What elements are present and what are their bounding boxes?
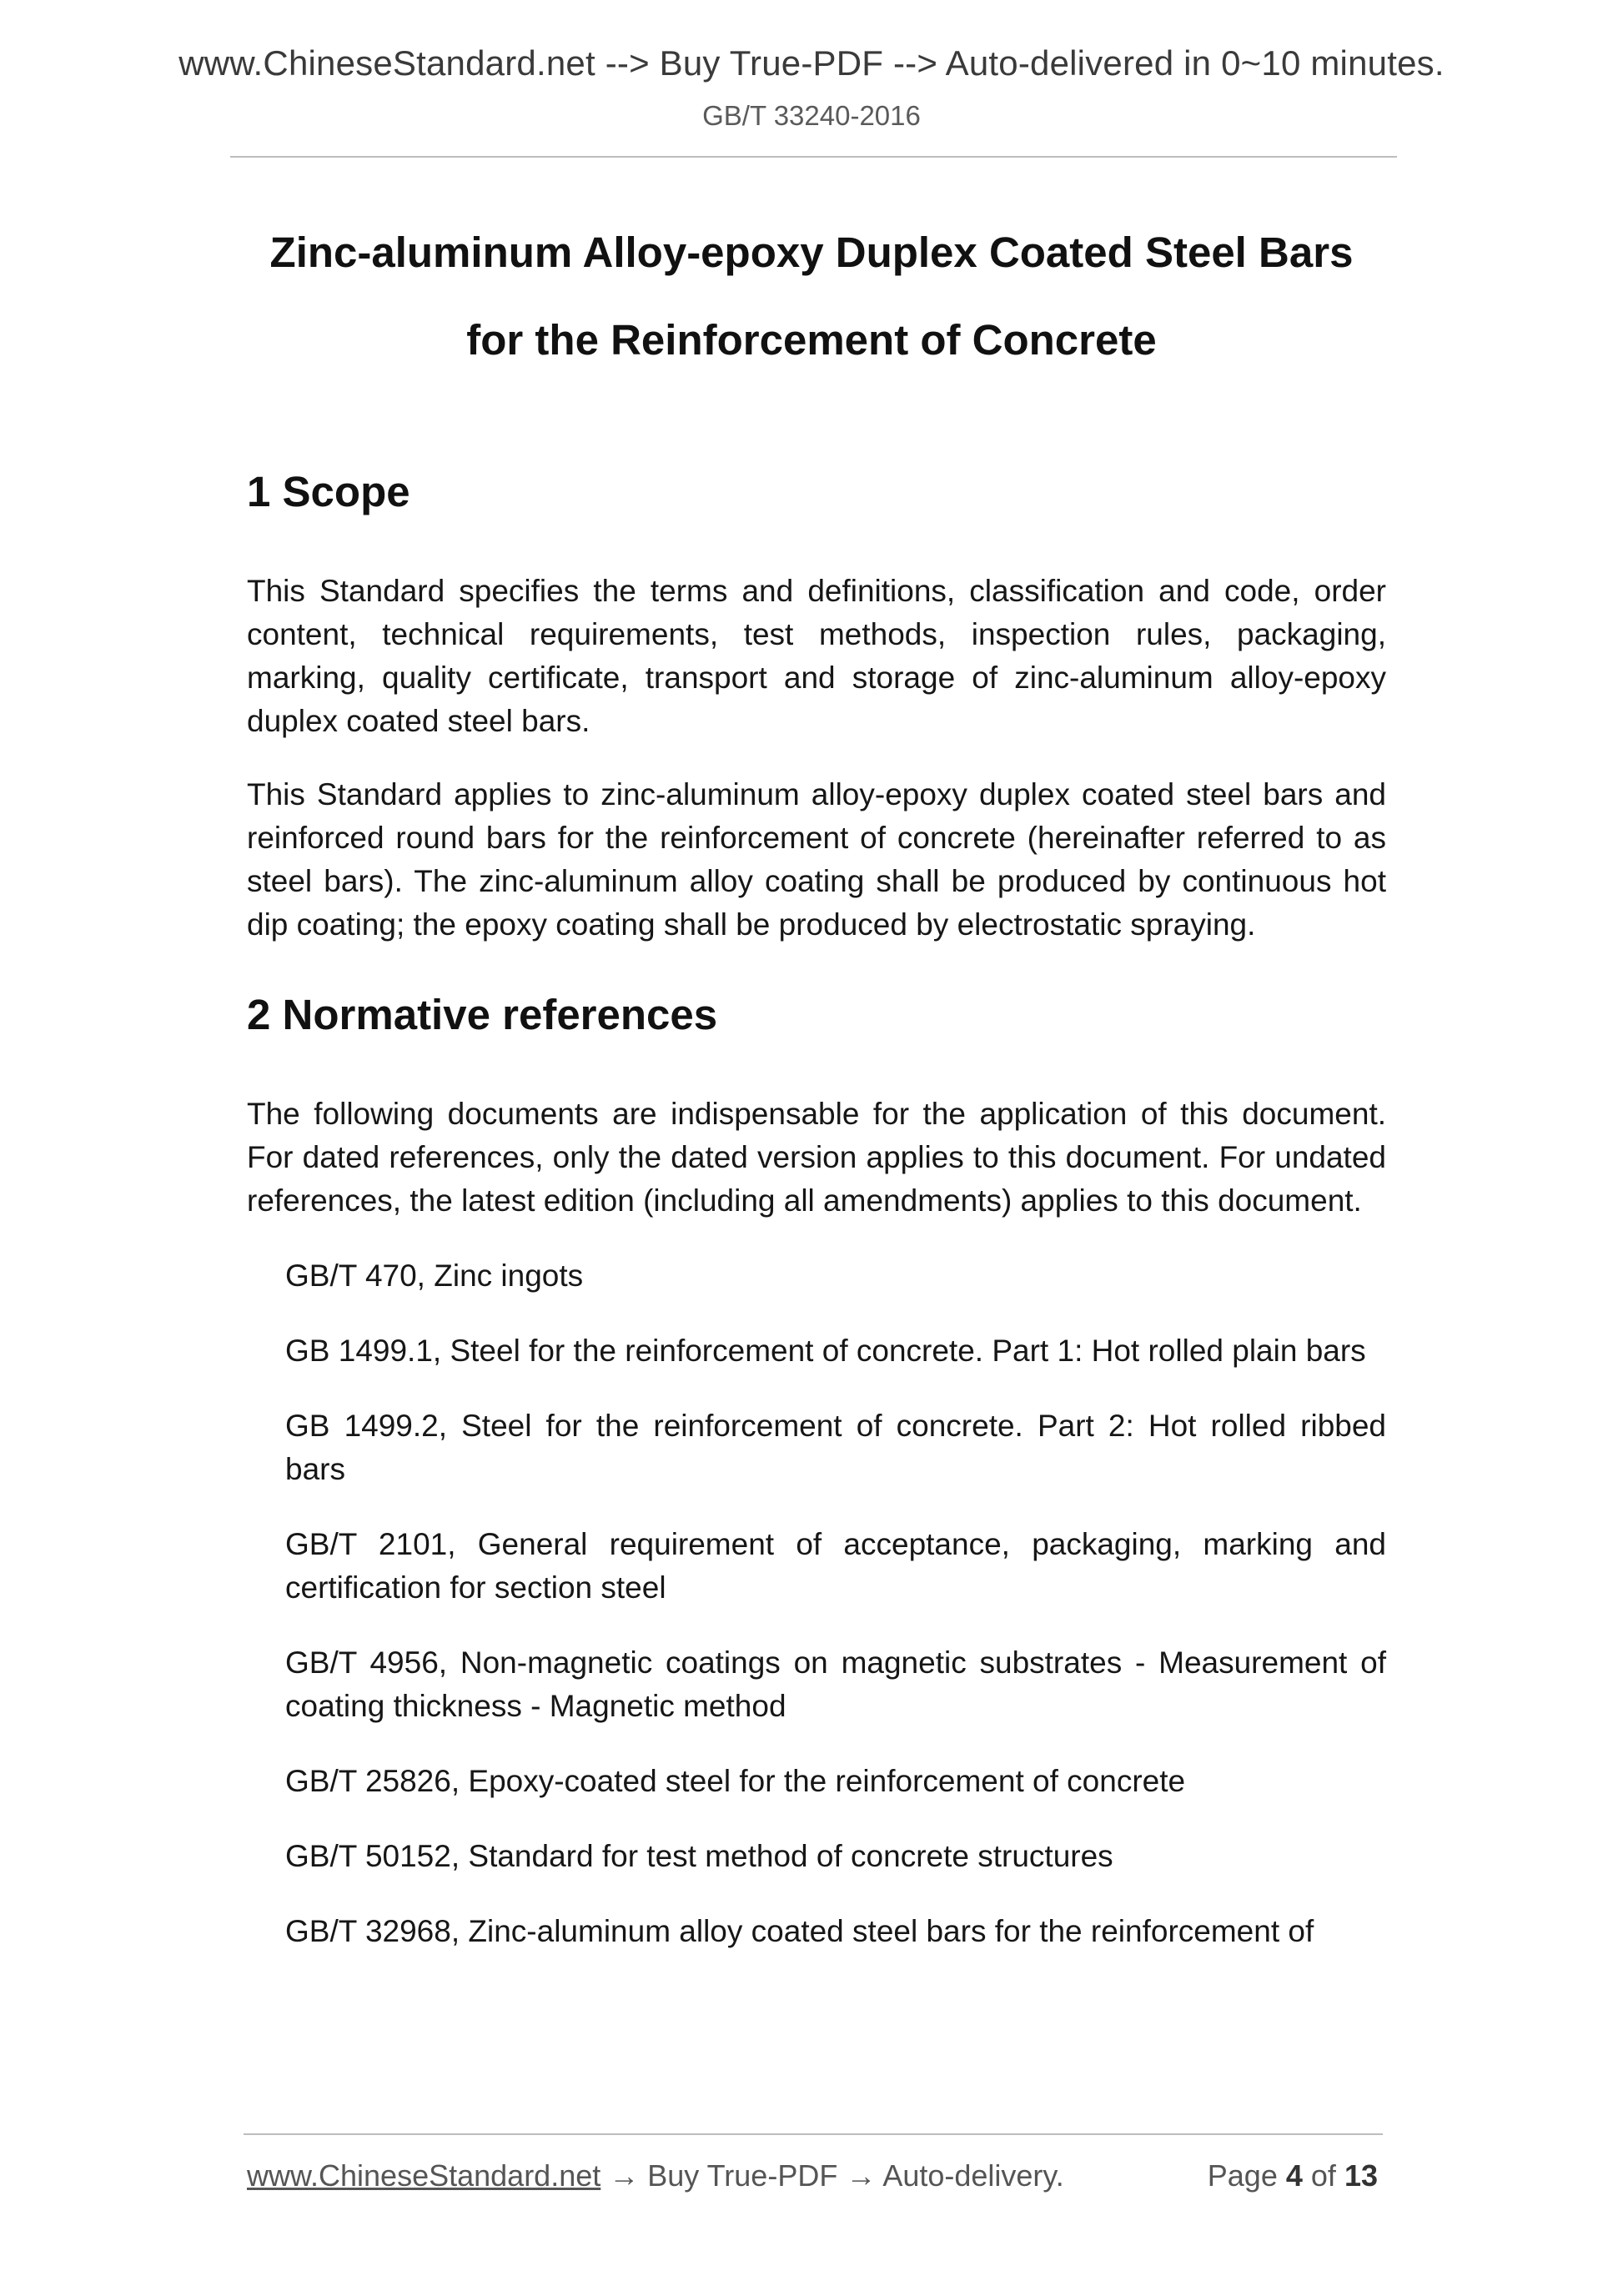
footer-left: [247, 2158, 1064, 2193]
normative-intro-paragraph: The following documents are indispensable for the application of this document. For dated references, only the dated version applies to this document. For undated references, the latest edition (including all amendments) applies to this document.: [247, 1097, 1386, 1218]
reference-item: GB/T 50152, Standard for test method of concrete structures: [285, 1839, 1113, 1873]
header-standard-code: GB/T 33240-2016: [702, 100, 921, 131]
reference-item: GB/T 32968, Zinc-aluminum alloy coated steel bars for the reinforcement of: [285, 1914, 1314, 1948]
scope-paragraph-1: This Standard specifies the terms and definitions, classification and code, order content, technical requirements, test methods, inspection rules, packaging, marking, quality certificate, transport and storage of zinc-aluminum alloy-epoxy duplex coated steel bars.: [247, 574, 1386, 738]
document-title: [0, 208, 1623, 384]
section-heading-scope: 1 Scope: [247, 468, 410, 515]
footer-tagline: → Buy True-PDF → Auto-delivery.: [600, 2158, 1064, 2193]
scope-paragraph-2: This Standard applies to zinc-aluminum alloy-epoxy duplex coated steel bars and reinforced round bars for the reinforcement of concrete (hereinafter referred to as steel bars). The zinc-aluminum alloy coating shall be produced by continuous hot dip coating; the epoxy coating shall be produced by electrostatic spraying.: [247, 777, 1386, 942]
reference-item: GB 1499.2, Steel for the reinforcement of concrete. Part 2: Hot rolled ribbed bars: [285, 1409, 1386, 1486]
section-heading-normative-references: 2 Normative references: [247, 991, 718, 1038]
header-banner: www.ChineseStandard.net --> Buy True-PDF --> Auto-delivered in 0~10 minutes.: [178, 43, 1445, 83]
reference-item: GB 1499.1, Steel for the reinforcement of concrete. Part 1: Hot rolled plain bars: [285, 1334, 1366, 1368]
reference-item: GB/T 2101, General requirement of acceptance, packaging, marking and certification for section steel: [285, 1527, 1386, 1605]
reference-item: GB/T 470, Zinc ingots: [285, 1259, 584, 1293]
page-current: 4: [1285, 2158, 1303, 2193]
page-indicator: [1208, 2158, 1378, 2193]
footer-divider: [244, 2133, 1383, 2135]
header-divider: [230, 156, 1397, 158]
footer-site-link[interactable]: www.ChineseStandard.net: [247, 2158, 601, 2193]
document-title-line1: Zinc-aluminum Alloy-epoxy Duplex Coated Steel Bars: [269, 229, 1354, 276]
document-title-line2: for the Reinforcement of Concrete: [466, 316, 1157, 364]
page-total: 13: [1344, 2158, 1378, 2193]
reference-item: GB/T 25826, Epoxy-coated steel for the reinforcement of concrete: [285, 1764, 1186, 1798]
reference-item: GB/T 4956, Non-magnetic coatings on magnetic substrates - Measurement of coating thickness - Magnetic method: [285, 1645, 1386, 1723]
document-body: [247, 463, 1386, 1953]
page-label: Page: [1207, 2158, 1278, 2193]
of-label: of: [1310, 2158, 1336, 2193]
